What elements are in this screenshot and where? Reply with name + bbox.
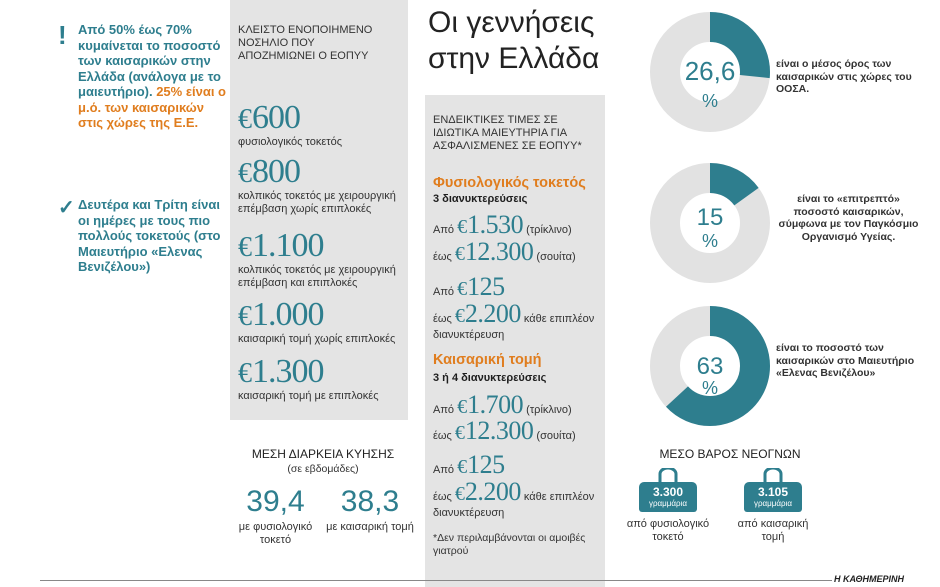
eopyy-label: καισαρική τομή με επιπλοκές bbox=[238, 390, 379, 402]
eopyy-heading: ΚΛΕΙΣΤΟ ΕΝΟΠΟΙΗΜΕΝΟ ΝΟΣΗΛΙΟ ΠΟΥ ΑΠΟΖΗΜΙΩΝΕΙ Ο ΕΟΠΥΥ bbox=[238, 24, 373, 62]
credit: Η ΚΑΘΗΜΕΡΙΝΗ bbox=[834, 574, 904, 584]
price-value: 2.200 bbox=[464, 477, 521, 506]
weights-heading: ΜΕΣΟ ΒΑΡΟΣ ΝΕΟΓΝΩΝ bbox=[659, 447, 801, 461]
weight-unit: γραμμάρια bbox=[649, 499, 687, 508]
to-label: έως bbox=[433, 313, 452, 325]
from-label: Από bbox=[433, 464, 455, 476]
euro-symbol: € bbox=[457, 216, 468, 238]
duration-heading: ΜΕΣΗ ΔΙΑΡΚΕΙΑ ΚΥΗΣΗΣ bbox=[251, 447, 395, 461]
euro-symbol: € bbox=[457, 278, 468, 300]
eopyy-amount: 600 bbox=[252, 99, 300, 136]
natural-title: Φυσιολογικός τοκετός bbox=[433, 175, 586, 191]
eopyy-label: φυσιολογικός τοκετός bbox=[238, 136, 343, 148]
donut-oecd-label: είναι ο μέσος όρος των καισαρικών στις χώρες του ΟΟΣΑ. bbox=[776, 58, 912, 95]
eopyy-amount: 800 bbox=[252, 153, 300, 190]
donut-venizelou bbox=[650, 306, 770, 426]
eopyy-item bbox=[238, 155, 403, 216]
weight-caesarean bbox=[728, 468, 818, 548]
donut-venizelou-label: είναι το ποσοστό των καισαρικών στο Μαιευτήριο «Ελενας Βενιζέλου» bbox=[776, 342, 915, 379]
natural-extra-to bbox=[433, 299, 598, 341]
euro-symbol: € bbox=[238, 301, 252, 332]
euro-symbol: € bbox=[454, 243, 465, 265]
from-label: Από bbox=[433, 404, 455, 416]
to-label: έως bbox=[433, 491, 452, 503]
donut-unit: % bbox=[701, 91, 719, 111]
price-note: (σουίτα) bbox=[536, 251, 576, 263]
price-value: 2.200 bbox=[464, 299, 521, 328]
price-value: 125 bbox=[467, 450, 505, 479]
caesarean-room-to bbox=[433, 416, 576, 446]
eopyy-item bbox=[238, 229, 403, 290]
note-caesarean-rate bbox=[58, 20, 228, 131]
price-note: (τρίκλινο) bbox=[526, 224, 572, 236]
price-value: 1.530 bbox=[467, 210, 524, 239]
weight-unit: γραμμάρια bbox=[754, 499, 792, 508]
exclamation-icon: ! bbox=[58, 20, 67, 50]
checkmark-icon: ✓ bbox=[58, 197, 75, 219]
donut-value: 15 bbox=[696, 204, 724, 231]
private-footnote: *Δεν περιλαμβάνονται οι αμοιβές γιατρού bbox=[433, 532, 586, 557]
eopyy-item bbox=[238, 298, 403, 346]
euro-symbol: € bbox=[454, 483, 465, 505]
page-title: Οι γεννήσεις στην Ελλάδα bbox=[428, 6, 600, 75]
to-label: έως bbox=[433, 251, 452, 263]
euro-symbol: € bbox=[238, 232, 252, 263]
euro-symbol: € bbox=[238, 158, 252, 189]
caesarean-extra-from bbox=[433, 450, 505, 480]
euro-symbol: € bbox=[238, 358, 252, 389]
note-busiest-days bbox=[58, 197, 226, 275]
eopyy-amount: 1.300 bbox=[252, 353, 324, 390]
natural-room-from bbox=[433, 210, 572, 240]
note-caesarean-rate-text: Από 50% έως 70% κυμαίνεται το ποσοστό των καισαρικών στην Ελλάδα (ανάλογα με το μαιευτήριο). bbox=[78, 22, 221, 99]
price-value: 12.300 bbox=[464, 237, 534, 266]
price-value: 125 bbox=[467, 272, 505, 301]
duration-unit: (σε εβδομάδες) bbox=[287, 463, 359, 475]
weight-handle-icon bbox=[656, 468, 680, 482]
from-label: Από bbox=[433, 286, 455, 298]
eopyy-amount: 1.100 bbox=[252, 227, 324, 264]
natural-room-to bbox=[433, 237, 576, 267]
donut-unit: % bbox=[701, 378, 719, 398]
donut-value: 63 bbox=[696, 353, 724, 380]
eopyy-label: καισαρική τομή χωρίς επιπλοκές bbox=[238, 333, 396, 345]
weight-box bbox=[744, 482, 802, 512]
euro-symbol: € bbox=[454, 305, 465, 327]
to-label: έως bbox=[433, 430, 452, 442]
duration-value: 39,4 bbox=[246, 485, 305, 518]
eopyy-item bbox=[238, 101, 403, 149]
natural-extra-from bbox=[433, 272, 505, 302]
footer-divider bbox=[40, 580, 895, 581]
price-note: κάθε επιπλέον διανυκτέρευση bbox=[433, 313, 595, 341]
donut-unit: % bbox=[701, 231, 719, 251]
weight-label: από καισαρική τομή bbox=[737, 518, 809, 543]
eopyy-label: κολπικός τοκετός με χειρουργική επέμβαση χωρίς επιπλοκές bbox=[238, 190, 396, 215]
duration-label: με φυσιολογικό τοκετό bbox=[238, 521, 313, 546]
from-label: Από bbox=[433, 224, 455, 236]
euro-symbol: € bbox=[454, 422, 465, 444]
donut-oecd bbox=[650, 12, 770, 132]
duration-natural bbox=[228, 485, 323, 547]
duration-caesarean bbox=[325, 485, 415, 534]
price-note: κάθε επιπλέον διανυκτέρευση bbox=[433, 491, 595, 519]
caesarean-extra-to bbox=[433, 477, 598, 519]
weight-natural bbox=[618, 468, 718, 548]
weight-label: από φυσιολογικό τοκετό bbox=[626, 518, 710, 543]
weight-handle-icon bbox=[761, 468, 785, 482]
eopyy-label: κολπικός τοκετός με χειρουργική επέμβαση και επιπλοκές bbox=[238, 264, 396, 289]
donut-who-label: είναι το «επιτρεπτό» ποσοστό καισαρικών, σύμφωνα με τον Παγκόσμιο Οργανισμό Υγείας. bbox=[778, 193, 919, 243]
private-heading: ΕΝΔΕΙΚΤΙΚΕΣ ΤΙΜΕΣ ΣΕ ΙΔΙΩΤΙΚΑ ΜΑΙΕΥΤΗΡΙΑ ΓΙΑ ΑΣΦΑΛΙΣΜΕΝΕΣ ΣΕ ΕΟΠΥΥ* bbox=[433, 114, 582, 152]
duration-label: με καισαρική τομή bbox=[326, 521, 414, 533]
eopyy-amount: 1.000 bbox=[252, 296, 324, 333]
natural-nights: 3 διανυκτερεύσεις bbox=[433, 193, 528, 205]
eopyy-item bbox=[238, 355, 403, 403]
donut-value: 26,6 bbox=[684, 56, 736, 86]
euro-symbol: € bbox=[238, 104, 252, 135]
caesarean-title: Καισαρική τομή bbox=[433, 352, 542, 368]
euro-symbol: € bbox=[457, 456, 468, 478]
price-value: 12.300 bbox=[464, 416, 534, 445]
weight-box bbox=[639, 482, 697, 512]
note-busiest-days-text: Δευτέρα και Τρίτη είναι οι ημέρες με τους πιο πολλούς τοκετούς (στο Μαιευτήριο «Ελενας Βενιζέλου») bbox=[78, 197, 221, 274]
price-value: 1.700 bbox=[467, 390, 524, 419]
note-eu-average-text: 25% είναι ο μ.ό. των καισαρικών στις χώρες της Ε.Ε. bbox=[78, 84, 227, 130]
weight-value: 3.300 bbox=[652, 485, 684, 499]
donut-who bbox=[650, 163, 770, 283]
duration-value: 38,3 bbox=[340, 485, 400, 518]
weight-value: 3.105 bbox=[757, 485, 789, 499]
caesarean-nights: 3 ή 4 διανυκτερεύσεις bbox=[433, 372, 547, 384]
price-note: (τρίκλινο) bbox=[526, 404, 572, 416]
euro-symbol: € bbox=[457, 396, 468, 418]
price-note: (σουίτα) bbox=[536, 430, 576, 442]
